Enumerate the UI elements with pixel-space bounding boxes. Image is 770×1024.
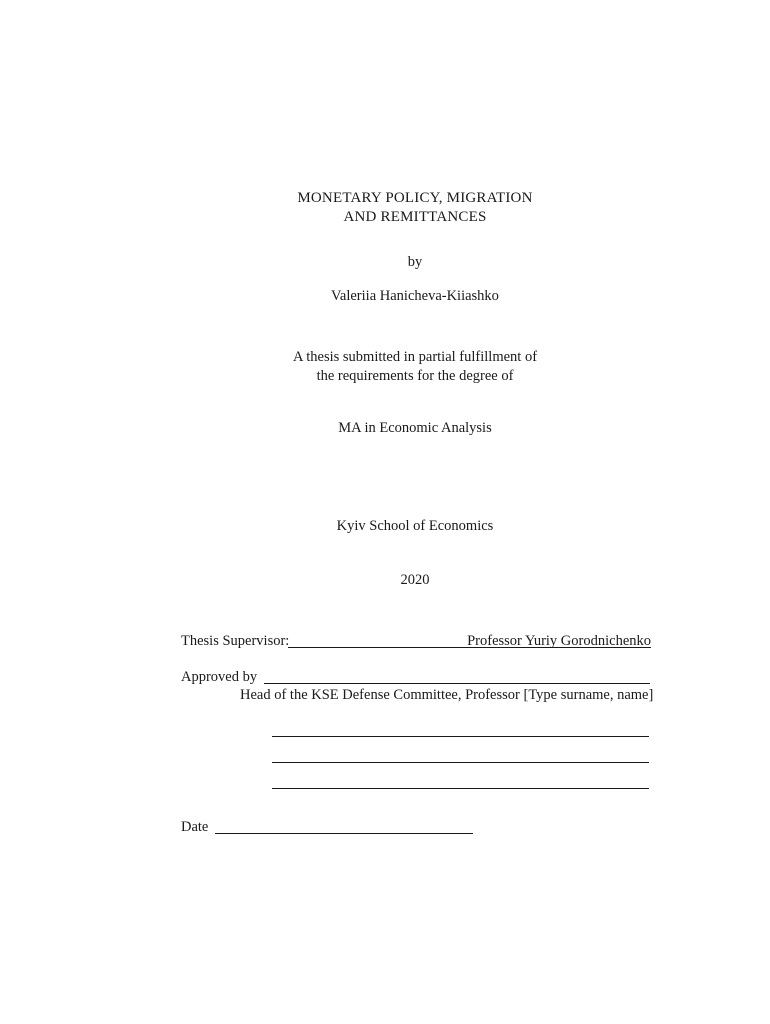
approved-row bbox=[181, 668, 257, 687]
date-line bbox=[215, 818, 473, 834]
author-name: Valeriia Hanicheva-Kiiashko bbox=[331, 288, 499, 304]
committee-signature-line bbox=[272, 788, 649, 789]
thesis-title-line-2: AND REMITTANCES bbox=[343, 209, 487, 225]
committee-signature-line bbox=[272, 736, 649, 737]
committee-signature-line bbox=[272, 762, 649, 763]
school-name: Kyiv School of Economics bbox=[336, 518, 494, 534]
supervisor-label: Thesis Supervisor: bbox=[181, 633, 290, 649]
approval-signature-line bbox=[264, 668, 650, 684]
supervisor-name: Professor Yuriy Gorodnichenko bbox=[467, 633, 651, 649]
date-row bbox=[181, 818, 208, 837]
year: 2020 bbox=[400, 572, 430, 588]
submission-line-1: A thesis submitted in partial fulfillment of bbox=[292, 349, 538, 365]
committee-head-caption: Head of the KSE Defense Committee, Professor [Type surname, name] bbox=[240, 687, 654, 703]
degree-name: MA in Economic Analysis bbox=[338, 420, 492, 436]
submission-statement bbox=[0, 348, 770, 386]
approved-label: Approved by bbox=[181, 669, 258, 685]
date-label: Date bbox=[181, 819, 209, 835]
thesis-title-line-1: MONETARY POLICY, MIGRATION bbox=[297, 190, 533, 206]
thesis-title bbox=[0, 189, 770, 227]
by-label: by bbox=[407, 254, 423, 270]
submission-line-2: the requirements for the degree of bbox=[316, 368, 514, 384]
